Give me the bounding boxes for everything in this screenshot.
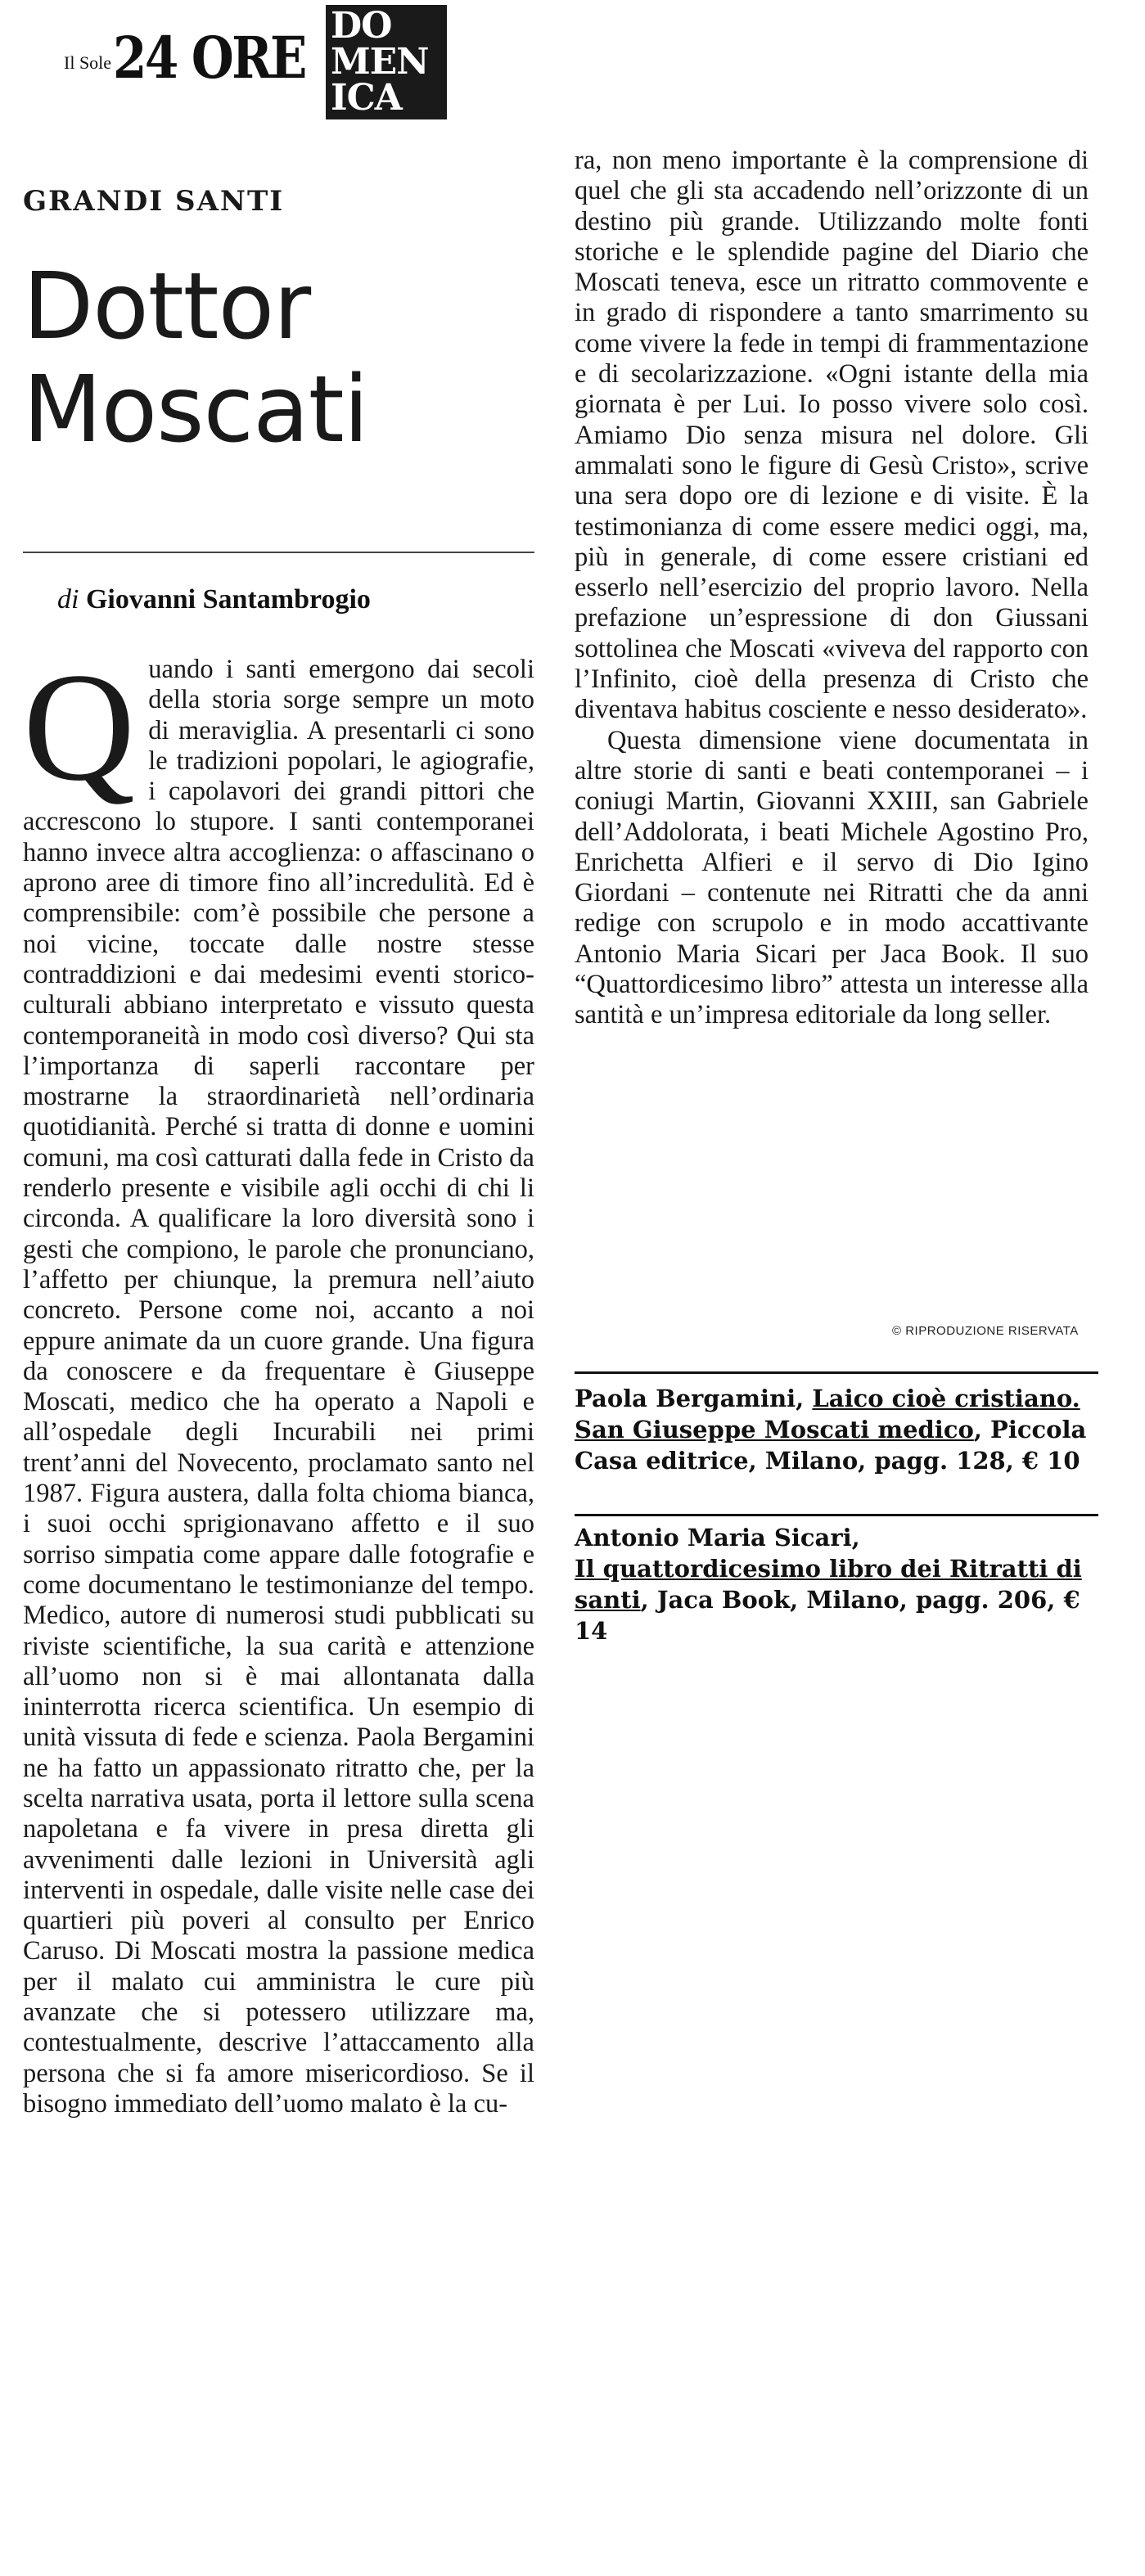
section-kicker: GRANDI SANTI	[23, 185, 285, 218]
domenica-line: ICA	[331, 77, 402, 119]
brand-logo: 24 ORE	[113, 24, 305, 92]
domenica-logo	[326, 5, 447, 119]
article-paragraph	[23, 642, 534, 2119]
byline	[57, 584, 371, 615]
headline-line: Dottor	[23, 254, 311, 360]
book-title: Laico cioè cristiano. San Giuseppe Moscati medico	[575, 1385, 1080, 1443]
article-paragraph: ra, non meno importante è la comprensione di quel che gli sta accadendo nell’orizzonte di un destino più grande. Utilizzando molte fonti storiche e le splendide pagine del Diario che Moscati teneva, esce un ritratto commovente e in grado di rispondere a tanto smarrimento su come vivere la fede in tempi di frammentazione e di secolarizzazione. «Ogni istante della mia giornata è per Lui. Io posso vivere solo così. Amiamo Dio senza misura nel dolore. Gli ammalati sono le figure di Gesù Cristo», scrive una sera dopo ore di lezione e di visite. È la testimonianza di come essere medici oggi, ma, più in generale, di come essere cristiani ed esserlo nell’esercizio del proprio lavoro. Nella prefazione un’espressione di don Giussani sottolinea che Moscati «viveva del rapporto con l’Infinito, cioè della presenza di Cristo che diventava habitus cosciente e nesso desiderato».	[575, 146, 1089, 725]
drop-cap: Q	[23, 642, 136, 813]
headline-divider	[23, 552, 534, 553]
book-info	[575, 1522, 1098, 1646]
book-divider	[575, 1514, 1098, 1516]
article-column-left	[23, 642, 534, 2119]
byline-prefix: di	[57, 584, 79, 615]
article-paragraph: Questa dimensione viene documentata in altre storie di santi e beati contemporanei – i coniugi Martin, Giovanni XXIII, san Gabriele dell’Addolorata, i beati Michele Agostino Pro, Enrichetta Alfieri e il servo di Dio Igino Giordani – contenute nei Ritratti che da anni redige con scrupolo e in modo accattivante Antonio Maria Sicari per Jaca Book. Il suo “Quattordicesimo libro” attesta un interesse alla santità e un’impresa editoriale da long seller.	[575, 725, 1089, 1030]
book-divider	[575, 1371, 1098, 1374]
book-info	[575, 1383, 1098, 1476]
il-sole-label: Il Sole	[64, 52, 112, 73]
domenica-line: DO	[331, 5, 392, 47]
article-headline	[23, 255, 368, 462]
book-details: , Piccola Casa editrice, Milano, pagg. 128, € 10	[575, 1416, 1087, 1475]
book-author: Antonio Maria Sicari,	[575, 1524, 860, 1551]
article-column-right	[575, 146, 1089, 1031]
book-title: Il quattordicesimo libro dei Ritratti di santi	[575, 1555, 1082, 1614]
headline-line: Moscati	[23, 357, 368, 463]
book-details: , Jaca Book, Milano, pagg. 206, € 14	[575, 1586, 1080, 1645]
paragraph-text: uando i santi emergono dai secoli della storia sorge sempre un moto di meraviglia. A presentarli ci sono le tradizioni popolari, le agiografie, i capolavori dei grandi pittori che accrescono lo stupore. I santi contemporanei hanno invece altra accoglienza: o affascinano o aprono aree di timore fino all’incredulità. Ed è comprensibile: com’è possibile che persone a noi vicine, toccate dalle nostre stesse contraddizioni e dai medesimi eventi storico-culturali abbiano interpretato e vissuto questa contemporaneità in modo così diverso? Qui sta l’importanza di saperli raccontare per mostrarne la straordinarietà nell’ordinaria quotidianità. Perché si tratta di donne e uomini comuni, ma così catturati dalla fede in Cristo da renderlo presente e visibile agli occhi di chi li circonda. A qualificare la loro diversità sono i gesti che compiono, le parole che pronunciano, l’affetto per chiunque, la premura nell’aiuto concreto. Persone come noi, accanto a noi eppure animate da un cuore grande. Una figura da conoscere e da frequentare è Giuseppe Moscati, medico che ha operato a Napoli e all’ospedale degli Incurabili nei primi trent’anni del Novecento, proclamato santo nel 1987. Figura austera, dalla folta chioma bianca, i suoi occhi sprigionavano affetto e il suo sorriso simpatia come appare dalle fotografie e come documentano le testimonianze del tempo. Medico, autore di numerosi studi pubblicati su riviste scientifiche, la sua carità e attenzione all’uomo non si è mai allontanata dalla ininterrotta ricerca scientifica. Un esempio di unità vissuta di fede e scienza. Paola Bergamini ne ha fatto un appassionato ritratto che, per la scelta narrativa usata, porta il lettore sulla scena napoletana e fa vivere in presa diretta gli avvenimenti dalle lezioni in Università agli interventi in ospedale, dalle visite nelle case dei quartieri più poveri al consulto per Enrico Caruso. Di Moscati mostra la passione medica per il malato cui amministra le cure più avanzate che si potessero utilizzare ma, contestualmente, descrive l’attaccamento alla persona che si fa amore misericordioso. Se il bisogno immediato dell’uomo malato è la cu-	[23, 655, 534, 2119]
book-author: Paola Bergamini,	[575, 1385, 805, 1412]
domenica-line: MEN	[331, 41, 429, 83]
author-name: Giovanni Santambrogio	[85, 584, 371, 615]
copyright-notice: © RIPRODUZIONE RISERVATA	[892, 1324, 1079, 1338]
